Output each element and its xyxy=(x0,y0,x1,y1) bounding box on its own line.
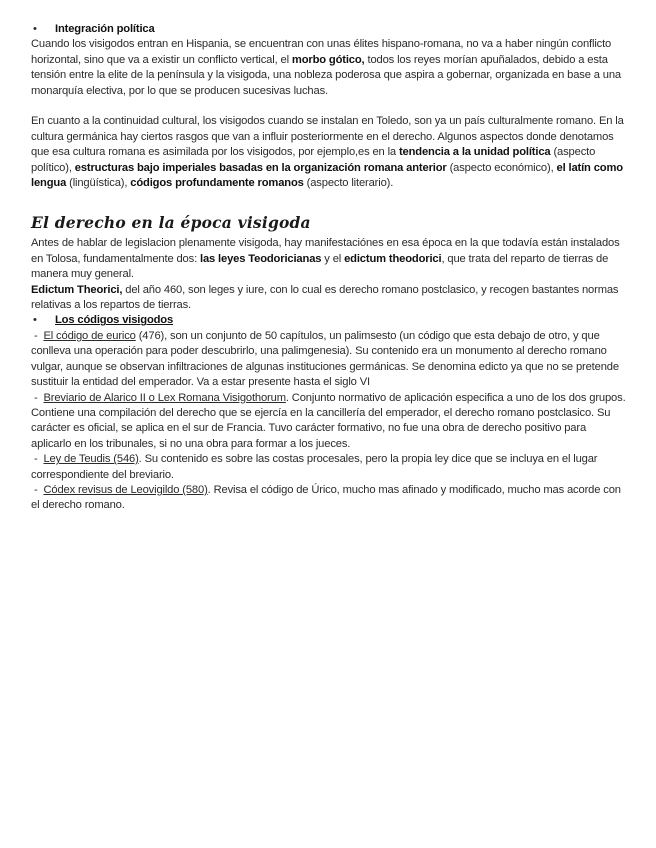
bullet-icon: • xyxy=(33,314,37,327)
integration-heading-label: Integración política xyxy=(55,23,155,35)
edictum-paragraph: Edictum Theorici, del año 460, son leges y iure, con lo cual es derecho romano postclasico, y recogen bastantes normas relativas a los repartos de tierras. xyxy=(31,283,619,312)
integration-paragraph: Cuando los visigodos entran en Hispania, se encuentran con unas élites hispano-romana, no va a haber ningún conflicto horizontal, sino que va a existir un conflicto vertical, el morbo gótico, todos los reyes morían apuñalados, debido a esta tensión entre la elite de la península y la visigoda, una nobleza poderosa que aspira a gobernar, organizada en base a una monarquía electiva, por lo que se producen sucesivas luchas. xyxy=(31,38,621,97)
document-page xyxy=(31,22,627,514)
code-item-breviario: - Breviario de Alarico II o Lex Romana Visigothorum. Conjunto normativo de aplicación especifica a uno de los dos grupos. Contiene una compilación del derecho que se ejercía en la cancillería del emperador, el derecho romano postclasico. Su carácter es oficial, se aplica en el sur de Francia. Tuvo carácter formativo, no fue una obra de derecho positivo para aplicarlo en los tribunales, si no una obra para formar a los jueces. xyxy=(31,391,626,450)
code-item-eurico: - El código de eurico (476), son un conjunto de 50 capítulos, un palimsesto (un código que esta debajo de otro, y que conlleva una operación para poder descubrirlo, una palimgenesia). Su contenido era un monumento al derecho romano vulgar, aunque se observan infiltraciones de algunas instituciones germánicas. Se denomina edicto ya que no se pretende sustituir la entidad del emperador. Va a estar presente hasta el siglo VI xyxy=(31,329,619,389)
integration-heading xyxy=(31,22,627,37)
cultural-continuity-paragraph: En cuanto a la continuidad cultural, los visigodos cuando se instalan en Toledo, son ya un país culturalmente romano. En la cultura germánica hay ciertos rasgos que van a influir posteriormente en el derecho. Algunos aspectos donde denotamos que esa cultura romana es asimilada por los visigodos, por ejemplo,es en la tendencia a la unidad política (aspecto político), estructuras bajo imperiales basadas en la organización romana anterior (aspecto económico), el latín como lengua (lingüística), códigos profundamente romanos (aspecto literario). xyxy=(31,115,624,190)
bullet-icon: • xyxy=(33,23,37,35)
codes-heading-label: Los códigos visigodos xyxy=(55,314,174,327)
codes-heading xyxy=(31,313,627,328)
tolosa-paragraph: Antes de hablar de legislacion plenamente visigoda, hay manifestaciónes en esa época en la que todavía están instalados en Tolosa, fundamentalmente dos: las leyes Teodoricianas y el edictum theodorici, que trata del reparto de tierras de manera muy general. xyxy=(31,237,620,281)
code-item-leovigildo: - Códex revisus de Leovigildo (580). Revisa el código de Úrico, mucho mas afinado y modificado, mucho mas acorde con el derecho romano. xyxy=(31,483,621,512)
section-title: El derecho en la época visigoda xyxy=(31,213,311,233)
code-item-teudis: - Ley de Teudis (546). Su contenido es sobre las costas procesales, pero la propia ley dice que se incluya en el lugar correspondiente del breviario. xyxy=(31,453,598,481)
